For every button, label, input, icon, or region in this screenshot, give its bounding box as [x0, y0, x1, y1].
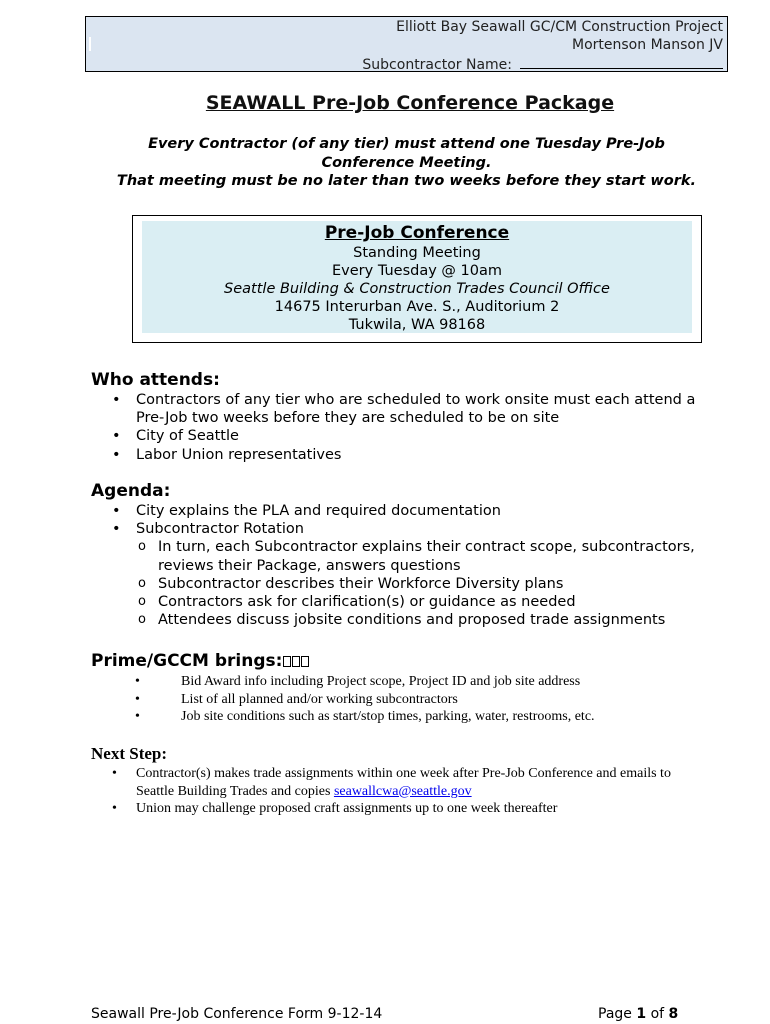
list-item: • Bid Award info including Project scope, Project ID and job site address	[91, 673, 731, 691]
prime-heading: Prime/GCCM brings:	[91, 651, 309, 671]
who-attends-heading: Who attends:	[91, 370, 220, 390]
list-item: • Contractor(s) makes trade assignments within one week after Pre-Job Conference and emails to Seattle Building Trades and copies seawallcwa@seattle.gov	[91, 765, 731, 800]
conference-city: Tukwila, WA 98168	[348, 317, 486, 333]
header-subcontractor-line	[362, 55, 723, 74]
who-attends-list	[91, 391, 731, 464]
conference-line-1: Standing Meeting	[353, 245, 481, 261]
sub-list-item: o In turn, each Subcontractor explains their contract scope, subcontractors, reviews their Package, answers questions	[91, 538, 731, 574]
conference-title: Pre-Job Conference	[324, 223, 510, 243]
header-left-mark	[89, 37, 91, 51]
conference-panel	[142, 221, 692, 333]
list-item: • Union may challenge proposed craft assignments up to one week thereafter	[91, 800, 731, 818]
intro-line-2: Conference Meeting.	[321, 154, 492, 171]
footer-page-number: Page 1 of 8	[598, 1006, 679, 1022]
list-item: • Contractors of any tier who are scheduled to work onsite must each attend a Pre-Job two weeks before they are scheduled to be on site	[91, 391, 731, 427]
list-item: • List of all planned and/or working subcontractors	[91, 691, 731, 709]
sub-list-item: o Contractors ask for clarification(s) or guidance as needed	[91, 593, 731, 611]
conference-box	[132, 215, 702, 343]
agenda-list	[91, 502, 731, 629]
missing-glyph-icon	[283, 656, 291, 667]
page-title: SEAWALL Pre-Job Conference Package	[205, 92, 615, 114]
intro-line-1: Every Contractor (of any tier) must attend one Tuesday Pre-Job	[148, 136, 665, 152]
conference-line-2: Every Tuesday @ 10am	[332, 263, 502, 279]
subcontractor-label: Subcontractor Name:	[362, 57, 512, 73]
header-box	[85, 16, 728, 72]
agenda-heading: Agenda:	[91, 481, 171, 501]
header-project: Elliott Bay Seawall GC/CM Construction Project	[396, 19, 723, 35]
conference-venue: Seattle Building & Construction Trades Council Office	[224, 281, 610, 297]
missing-glyph-icon	[301, 656, 309, 667]
sub-list-item: o Subcontractor describes their Workforce Diversity plans	[91, 575, 731, 593]
list-item: • Subcontractor Rotation	[91, 520, 731, 538]
next-step-heading: Next Step:	[91, 744, 168, 763]
prime-list	[91, 673, 731, 726]
list-item: • City explains the PLA and required documentation	[91, 502, 731, 520]
conference-address: 14675 Interurban Ave. S., Auditorium 2	[274, 299, 560, 315]
subcontractor-name-field[interactable]	[520, 55, 723, 69]
email-link[interactable]: seawallcwa@seattle.gov	[333, 783, 472, 799]
list-item: • City of Seattle	[91, 427, 731, 445]
list-item: • Labor Union representatives	[91, 446, 731, 464]
missing-glyph-icon	[292, 656, 300, 667]
footer-form-name: Seawall Pre-Job Conference Form 9-12-14	[91, 1006, 383, 1022]
next-step-list	[91, 765, 731, 818]
intro-line-3: That meeting must be no later than two weeks before they start work.	[116, 173, 697, 189]
list-item: • Job site conditions such as start/stop times, parking, water, restrooms, etc.	[91, 708, 731, 726]
header-company: Mortenson Manson JV	[572, 37, 723, 53]
intro-text	[85, 135, 728, 191]
sub-list-item: o Attendees discuss jobsite conditions and proposed trade assignments	[91, 611, 731, 629]
